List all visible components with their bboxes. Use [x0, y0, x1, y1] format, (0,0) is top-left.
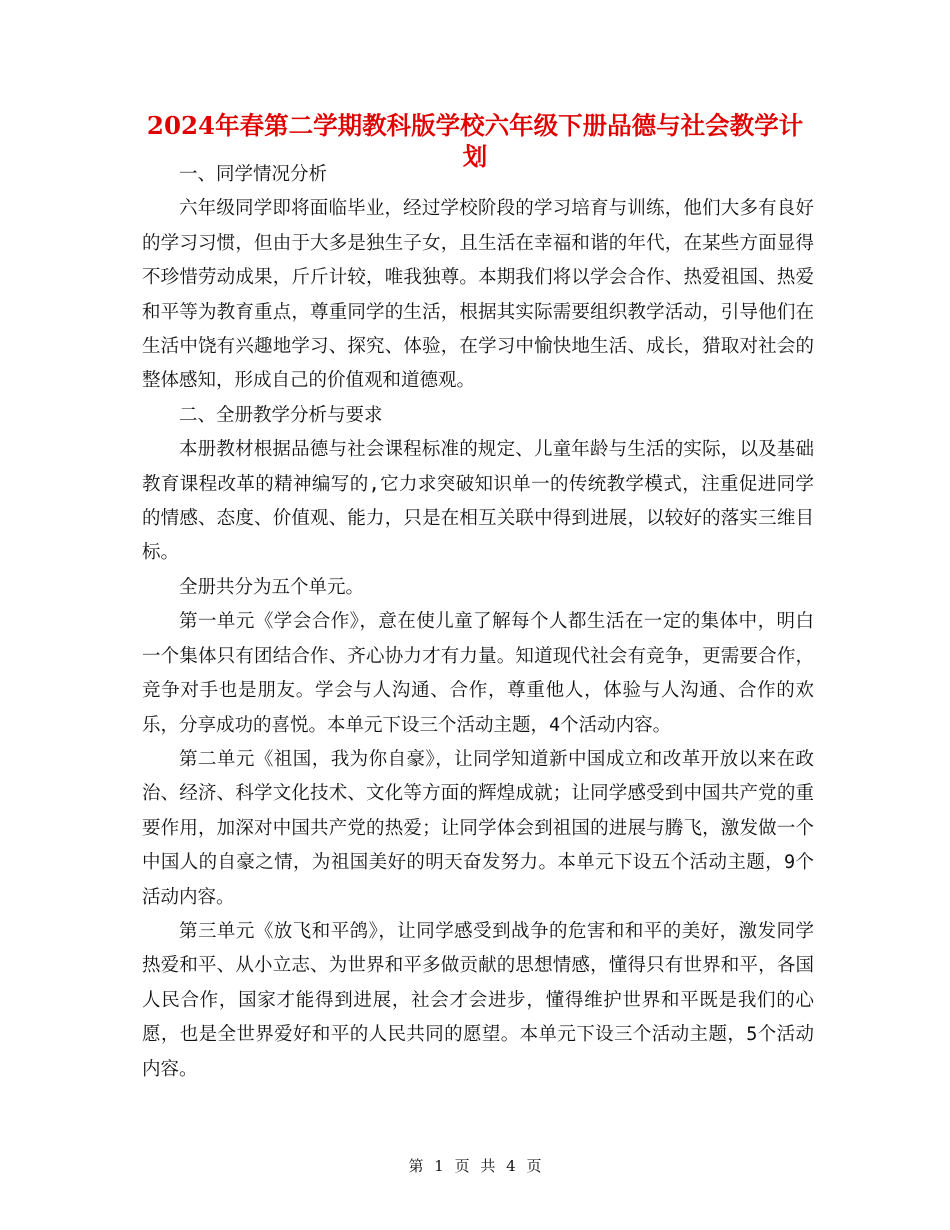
- page-footer: 第 1 页 共 4 页: [408, 1157, 542, 1175]
- section-heading-book-analysis: 二、全册教学分析与要求: [179, 404, 383, 426]
- paragraph-book-analysis: 本册教材根据品德与社会课程标准的规定、儿童年龄与生活的实际，以及基础教育课程改革的精神编写的,它力求突破知识单一的传统教学模式，注重促进同学的情感、态度、价值观、能力，只是在相互关联中得到进展，以较好的落实三维目标。: [142, 439, 814, 564]
- paragraph-unit-count: 全册共分为五个单元。: [179, 576, 365, 598]
- document-title: 2024年春第二学期教科版学校六年级下册品德与社会教学计划: [146, 111, 804, 171]
- paragraph-unit-2: 第二单元《祖国，我为你自豪》，让同学知道新中国成立和改革开放以来在政治、经济、科学文化技术、文化等方面的辉煌成就；让同学感受到中国共产党的重要作用，加深对中国共产党的热爱；让同学体会到祖国的进展与腾飞，激发做一个中国人的自豪之情，为祖国美好的明天奋发努力。本单元下设五个活动主题，9个活动内容。: [142, 748, 814, 908]
- paragraph-unit-3: 第三单元《放飞和平鸽》，让同学感受到战争的危害和和平的美好，激发同学热爱和平、从小立志、为世界和平多做贡献的思想情感，懂得只有世界和平，各国人民合作，国家才能得到进展，社会才会进步，懂得维护世界和平既是我们的心愿，也是全世界爱好和平的人民共同的愿望。本单元下设三个活动主题，5个活动内容。: [142, 920, 814, 1080]
- paragraph-student-analysis: 六年级同学即将面临毕业，经过学校阶段的学习培育与训练，他们大多有良好的学习习惯，但由于大多是独生子女，且生活在幸福和谐的年代，在某些方面显得不珍惜劳动成果，斤斤计较，唯我独尊。本期我们将以学会合作、热爱祖国、热爱和平等为教育重点，尊重同学的生活，根据其实际需要组织教学活动，引导他们在生活中饶有兴趣地学习、探究、体验，在学习中愉快地生活、成长，猎取对社会的整体感知，形成自己的价值观和道德观。: [142, 198, 814, 392]
- section-heading-student-analysis: 一、同学情况分析: [179, 164, 328, 185]
- document-body: [142, 158, 814, 1087]
- paragraph-unit-1: 第一单元《学会合作》，意在使儿童了解每个人都生活在一定的集体中，明白一个集体只有团结合作、齐心协力才有力量。知道现代社会有竞争，更需要合作，竞争对手也是朋友。学会与人沟通、合作，尊重他人，体验与人沟通、合作的欢乐，分享成功的喜悦。本单元下设三个活动主题，4个活动内容。: [142, 611, 814, 736]
